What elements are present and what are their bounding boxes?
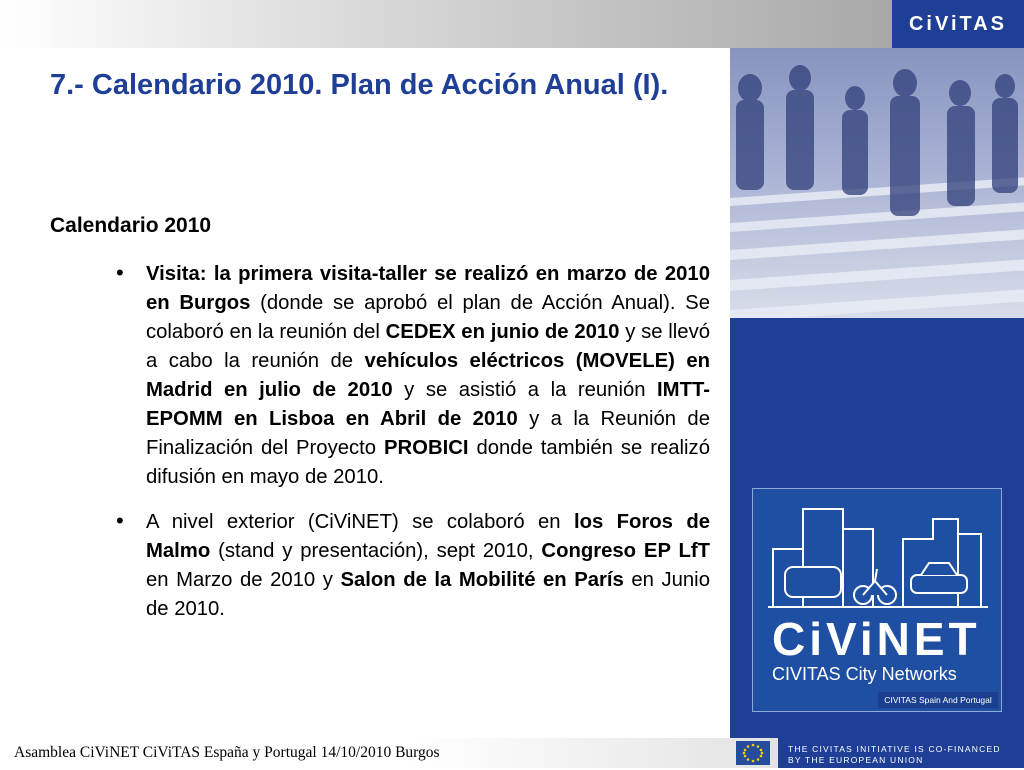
eu-flag-icon [736, 741, 770, 765]
footer-text: Asamblea CiViNET CiViTAS España y Portugal 14/10/2010 Burgos [14, 744, 440, 761]
bullet-text: en Junio de 2010. [146, 569, 710, 620]
bullet-text: y se llevó a cabo la reunión de [146, 321, 710, 372]
bullet-bold-text: CEDEX en junio de 2010 [385, 321, 620, 343]
bullet-text: y se asistió a la reunión [392, 379, 658, 401]
city-skyline-icon [753, 489, 1001, 619]
crowd-photo-graphic [730, 48, 1024, 318]
civitas-logo [892, 0, 1024, 48]
bullet-text: (donde se aprobó el plan de Acción Anual). Se colaboró en la reunión del [146, 292, 710, 343]
bullet-bold-text: PROBICI [384, 437, 469, 459]
civinet-subtitle: CIVITAS City Networks [772, 664, 957, 684]
bullet-bold-text: Congreso EP LfT [541, 540, 710, 562]
bullet-bold-text: Visita: la primera visita-taller se realizó en marzo de 2010 en Burgos [146, 263, 710, 314]
top-header-bar [0, 0, 892, 48]
bullet-text: donde también se realizó difusión en mayo de 2010. [146, 437, 710, 488]
eu-stars-icon [736, 741, 770, 765]
bullet-bold-text: los Foros de Malmo [146, 511, 710, 562]
civinet-wordmark: CiViNET [772, 613, 981, 665]
bullet-bold-text: IMTT-EPOMM en Lisboa en Abril de 2010 [146, 379, 710, 430]
eu-line-1: THE CIVITAS INITIATIVE IS CO-FINANCED [788, 744, 1001, 754]
civinet-tagline: CIVITAS Spain And Portugal [878, 692, 998, 708]
bullet-text: A nivel exterior (CiViNET) se colaboró en [146, 511, 574, 533]
eu-line-2: BY THE EUROPEAN UNION [788, 755, 924, 765]
bullet-text: (stand y presentación), sept 2010, [210, 540, 542, 562]
slide-subtitle: Calendario 2010 [50, 214, 212, 237]
bullet-text: y a la Reunión de Finalización del Proyecto [146, 408, 710, 459]
bullet-list [116, 260, 710, 640]
civitas-logo-text: CiViTAS [908, 12, 1008, 35]
slide-title: 7.- Calendario 2010. Plan de Acción Anual (I). [50, 69, 669, 101]
crowd-photo [730, 48, 1024, 318]
bullet-text: en Marzo de 2010 y [146, 569, 341, 591]
bullet-bold-text: vehículos eléctricos (MOVELE) en Madrid en julio de 2010 [146, 350, 710, 401]
bullet-item [116, 508, 710, 624]
bullet-dot: • [116, 508, 124, 533]
bullet-item [116, 260, 710, 492]
bullet-bold-text: Salon de la Mobilité en París [340, 569, 624, 591]
eu-cofinance-text [788, 744, 1018, 766]
bullet-dot: • [116, 260, 124, 285]
